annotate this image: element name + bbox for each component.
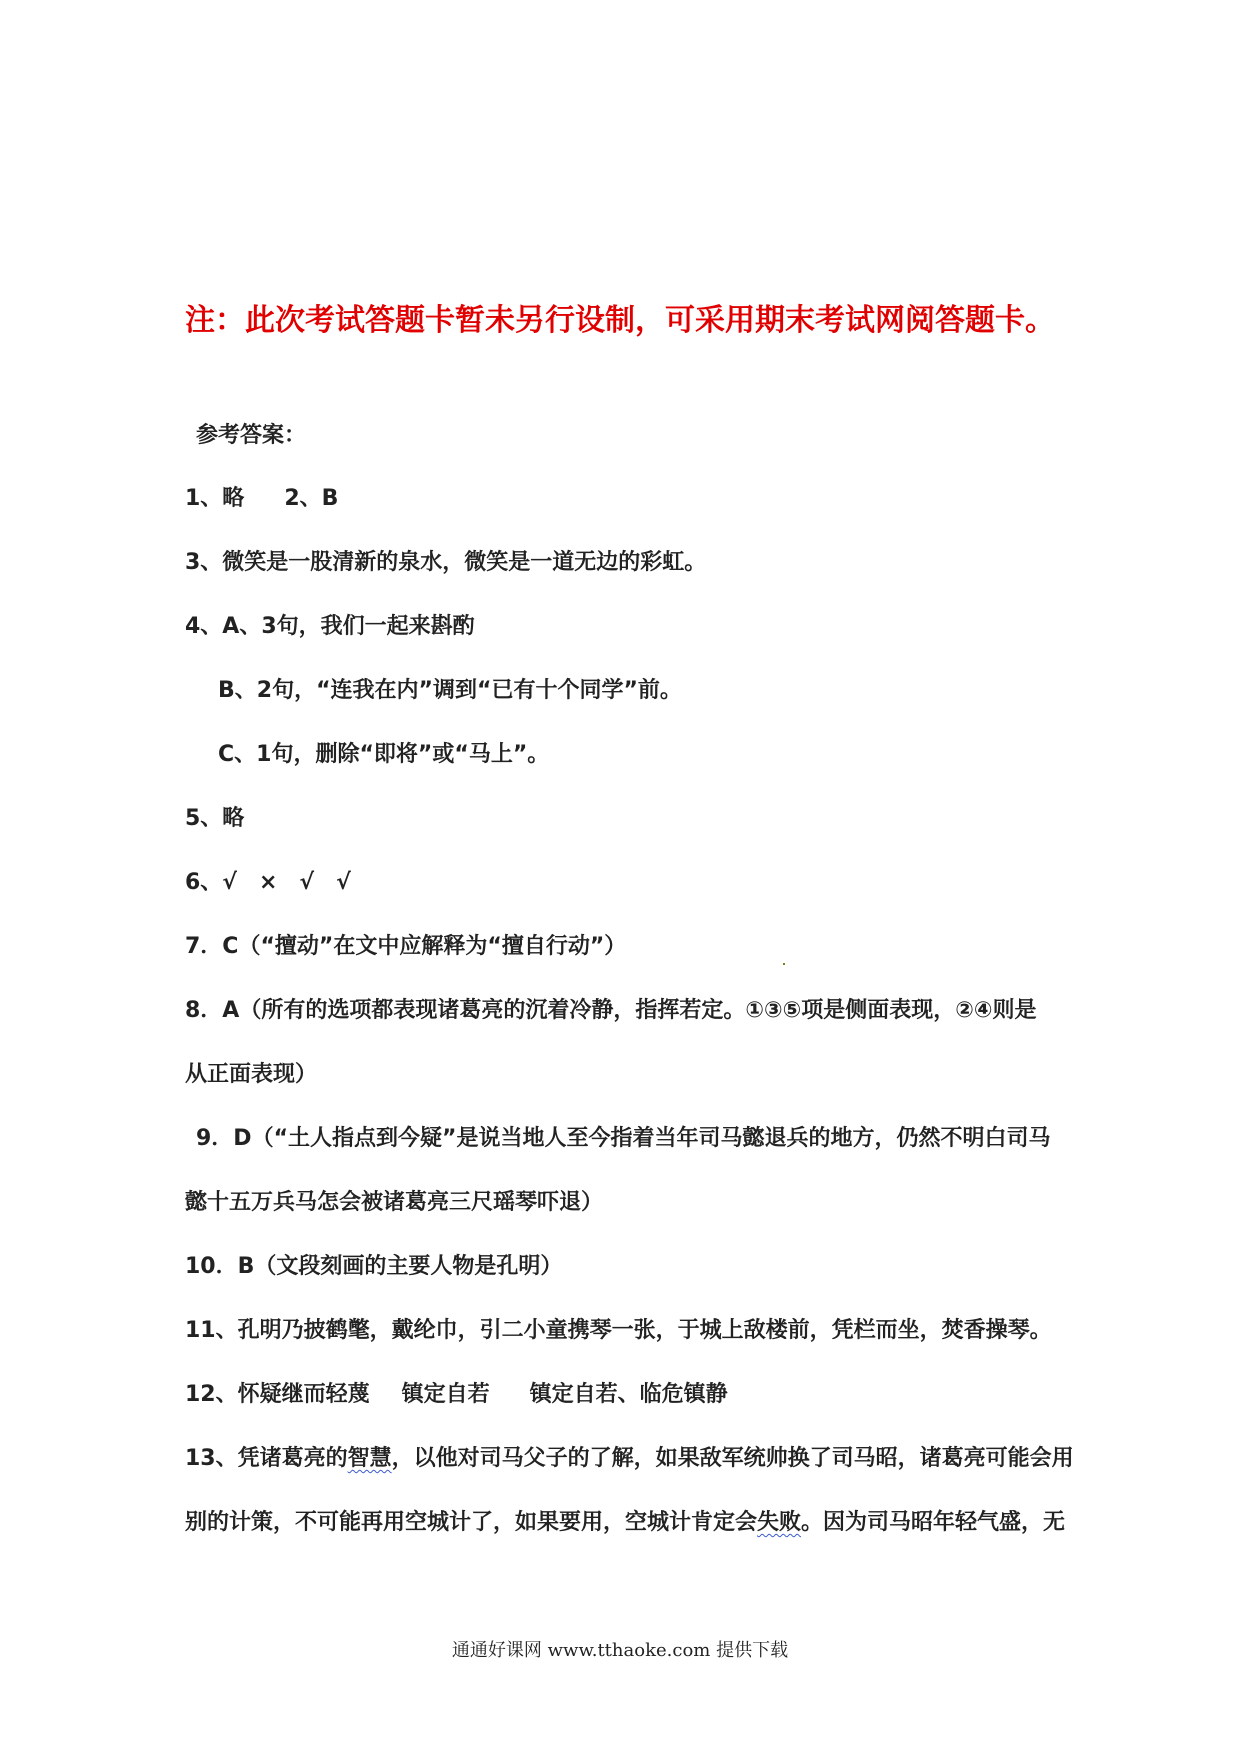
answer-13-line-2: [185, 1505, 1065, 1536]
answer-13-wavy-word-1: 智慧: [347, 1446, 392, 1471]
page-footer: 通通好课网 www.tthaoke.com 提供下载: [451, 1640, 789, 1661]
answer-4a: 4、A、3句，我们一起来斟酌: [185, 614, 475, 639]
answer-13-wavy-word-2: 失败: [757, 1510, 802, 1535]
answer-3: 3、微笑是一股清新的泉水，微笑是一道无边的彩虹。: [185, 550, 707, 575]
answer-13-text-b: ，以他对司马父子的了解，如果敌军统帅换了司马昭，诸葛亮可能会用: [391, 1446, 1074, 1471]
answer-4b: B、2句，“连我在内”调到“已有十个同学”前。: [218, 678, 682, 703]
answer-9-line-2: 懿十五万兵马怎会被诸葛亮三尺瑶琴吓退）: [185, 1190, 604, 1215]
answer-8-line-2: 从正面表现）: [185, 1062, 318, 1087]
answer-7: 7．C（“擅动”在文中应解释为“擅自行动”）: [185, 934, 627, 959]
answer-5: 5、略: [185, 806, 245, 831]
answer-12: [185, 1377, 728, 1408]
stray-dot: [783, 963, 785, 965]
answer-6: 6、√ × √ √: [185, 870, 351, 895]
answer-13-text-c: 别的计策，不可能再用空城计了，如果要用，空城计肯定会: [185, 1510, 758, 1535]
answer-2: 2、B: [284, 486, 339, 511]
answer-12-part-1: 12、怀疑继而轻蔑: [185, 1382, 370, 1407]
answer-12-part-2: 镇定自若: [401, 1382, 490, 1407]
answer-1: 1、略: [185, 486, 245, 511]
answers-heading: 参考答案：: [196, 423, 307, 448]
answer-13-line-1: [185, 1441, 1074, 1472]
answer-11: 11、孔明乃披鹤氅，戴纶巾，引二小童携琴一张，于城上敌楼前，凭栏而坐，焚香操琴。: [185, 1318, 1052, 1343]
answer-12-part-3: 镇定自若、临危镇静: [529, 1382, 728, 1407]
answer-10: 10．B（文段刻画的主要人物是孔明）: [185, 1254, 563, 1279]
answer-9-line-1: 9．D（“土人指点到今疑”是说当地人至今指着当年司马懿退兵的地方，仍然不明白司马: [196, 1126, 1051, 1151]
answer-8-line-1: 8．A（所有的选项都表现诸葛亮的沉着冷静，指挥若定。①③⑤项是侧面表现，②④则是: [185, 998, 1037, 1023]
exam-note: 注：此次考试答题卡暂未另行设制，可采用期末考试网阅答题卡。: [185, 303, 1055, 338]
answer-13-text-a: 13、凭诸葛亮的: [185, 1446, 348, 1471]
answer-4c: C、1句，删除“即将”或“马上”。: [218, 742, 550, 767]
answer-13-text-d: 。因为司马昭年轻气盛，无: [801, 1510, 1066, 1535]
answer-1-2: [185, 481, 338, 512]
